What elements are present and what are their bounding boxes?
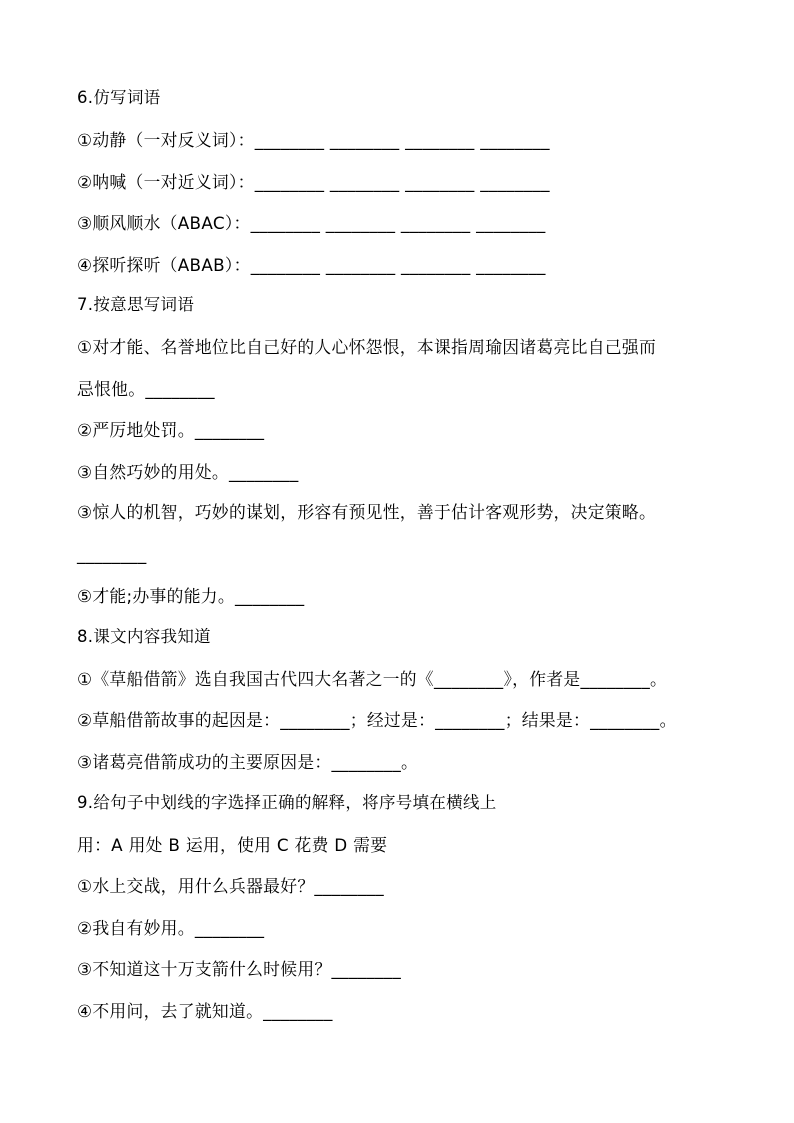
section-7-item-1-line-2: 忌恨他。________ — [77, 379, 215, 399]
section-9-item-1: ①水上交战，用什么兵器最好？________ — [77, 876, 384, 896]
section-9-item-2: ②我自有妙用。________ — [77, 918, 265, 938]
section-7-item-4-line-1: ③惊人的机智，巧妙的谋划，形容有预见性，善于估计客观形势，决定策略。 — [77, 502, 657, 522]
section-8-item-1: ①《草船借箭》选自我国古代四大名著之一的《________》，作者是________。 — [77, 669, 668, 689]
section-7-heading: 7.按意思写词语 — [77, 295, 195, 314]
section-6-item-3: ③顺风顺水（ABAC）：________ ________ ________ ________ — [77, 213, 546, 233]
section-8-heading: 8.课文内容我知道 — [77, 627, 211, 646]
section-6-item-1: ①动静（一对反义词）：________ ________ ________ ________ — [77, 130, 550, 150]
section-7-item-4-line-2: ________ — [77, 544, 147, 564]
section-7-item-1-line-1: ①对才能、名誉地位比自己好的人心怀怨恨，本课指周瑜因诸葛亮比自己强而 — [77, 337, 657, 357]
section-9-item-4: ④不用问，去了就知道。________ — [77, 1001, 333, 1021]
section-9-options: 用：A 用处 B 运用，使用 C 花费 D 需要 — [77, 835, 388, 855]
section-9-heading: 9.给句子中划线的字选择正确的解释，将序号填在横线上 — [77, 793, 497, 812]
section-9-item-3: ③不知道这十万支箭什么时候用？________ — [77, 959, 402, 979]
section-6-item-2: ②呐喊（一对近义词）：________ ________ ________ ________ — [77, 172, 550, 192]
section-7-item-5: ⑤才能;办事的能力。________ — [77, 586, 305, 606]
section-6-heading: 6.仿写词语 — [77, 88, 161, 107]
section-8-item-3: ③诸葛亮借箭成功的主要原因是：________。 — [77, 752, 419, 772]
section-6-item-4: ④探听探听（ABAB）：________ ________ ________ ________ — [77, 255, 546, 275]
section-7-item-3: ③自然巧妙的用处。________ — [77, 462, 299, 482]
section-7-item-2: ②严厉地处罚。________ — [77, 420, 265, 440]
section-8-item-2: ②草船借箭故事的起因是：________；经过是：________；结果是：________。 — [77, 710, 677, 730]
